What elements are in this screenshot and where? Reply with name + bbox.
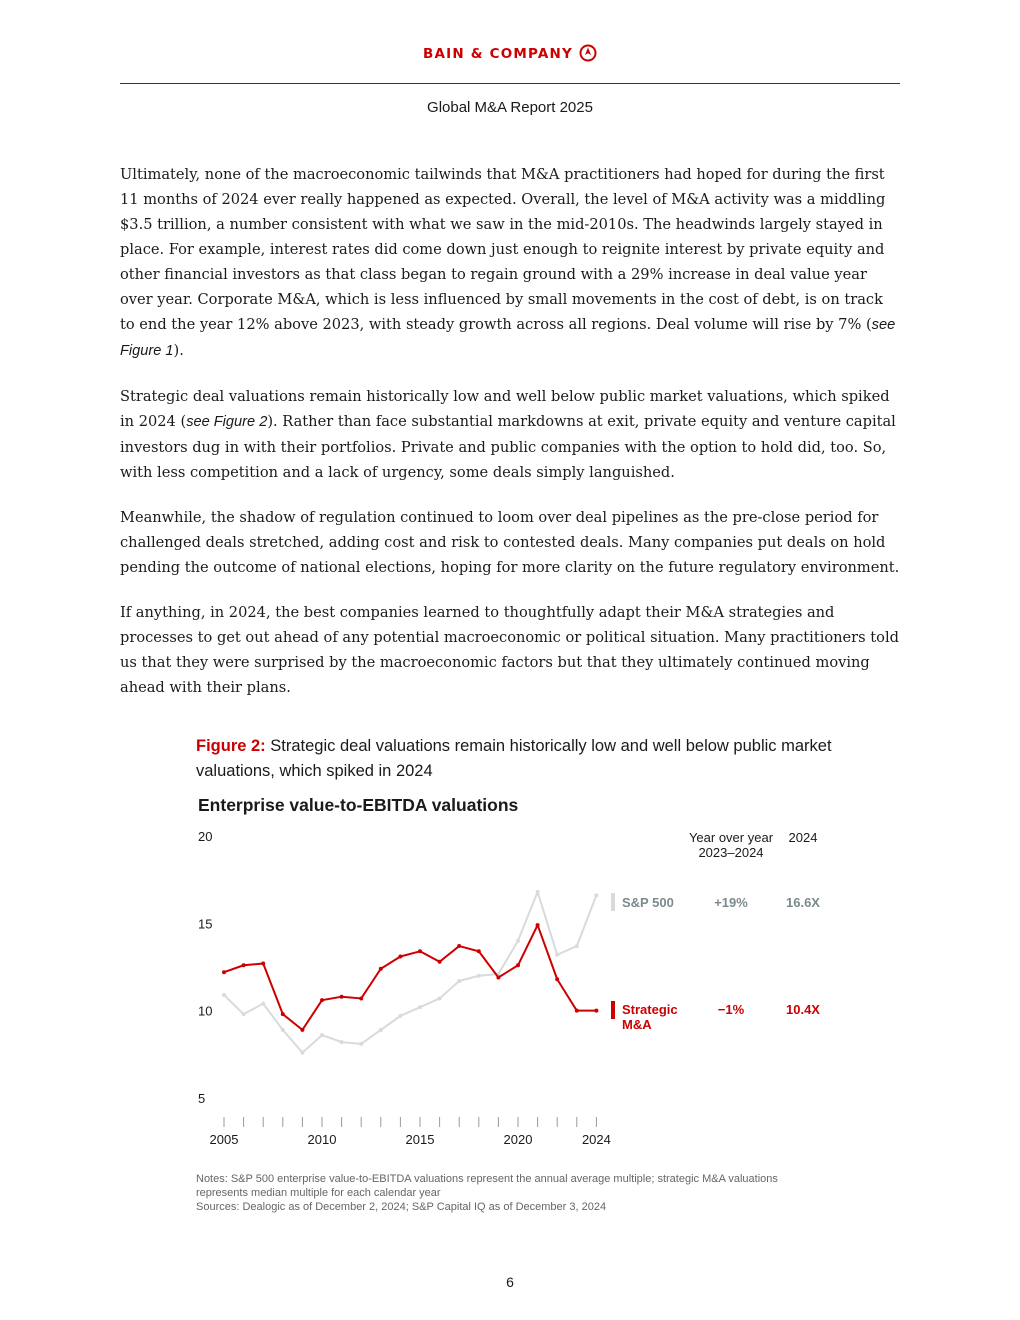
x-tick-label: 2010 (307, 1132, 337, 1147)
y-tick-label: 20 (198, 829, 213, 844)
figure-label: Figure 2: (196, 737, 266, 755)
data-point (555, 977, 559, 981)
data-point (222, 970, 226, 974)
data-point (320, 998, 324, 1002)
y-tick-label: 5 (198, 1091, 206, 1106)
report-title: Global M&A Report 2025 (427, 99, 593, 116)
data-point (379, 1028, 383, 1032)
data-point (516, 939, 520, 943)
data-point (477, 974, 481, 978)
yoy-table (611, 830, 820, 1032)
sp500-yoy: +19% (714, 895, 748, 910)
figure-caption-text: Strategic deal valuations remain historically low and well below public market valuations, which spiked in 2024 (196, 737, 832, 780)
x-tick-label: 2024 (581, 1132, 611, 1147)
x-tick-label: 2005 (209, 1132, 239, 1147)
data-point (242, 1012, 246, 1016)
data-point (457, 944, 461, 948)
paragraph-2-rest: ). Rather than face substantial markdowns at exit, private equity and venture capital investors dug in with their portfolios. Private and public companies with the option to hold did, too. So, with less competition and a lack of urgency, some deals simply languished. (120, 413, 896, 481)
data-point (398, 955, 402, 959)
data-point (340, 995, 344, 999)
y-tick-label: 10 (198, 1003, 213, 1019)
data-point (261, 1002, 265, 1006)
data-point (281, 1012, 285, 1016)
yoy-header-line1: Year over year (688, 830, 774, 845)
data-point (242, 963, 246, 967)
strategic-legend-label-line2: M&A (622, 1017, 652, 1032)
data-point (594, 893, 598, 897)
year-header: 2024 (788, 830, 818, 845)
brand-name: BAIN & COMPANY (422, 46, 574, 62)
data-point (496, 975, 500, 979)
series-line (224, 925, 596, 1030)
figure-2-reference: see Figure 2 (186, 414, 268, 430)
data-point (261, 962, 265, 966)
figure-notes (196, 1172, 816, 1214)
y-axis (198, 829, 212, 1106)
paragraph-1-end: ). (173, 342, 184, 359)
strategic-legend-swatch (611, 1001, 615, 1019)
chart-title: Enterprise value-to-EBITDA valuations (198, 795, 519, 815)
data-point (438, 996, 442, 1000)
notes-text: Notes: S&P 500 enterprise value-to-EBITDA valuations represent the annual average multiple; strategic M&A valuations represents median multiple for each calendar year (196, 1173, 778, 1199)
data-point (300, 1051, 304, 1055)
data-point (418, 949, 422, 953)
data-point (477, 949, 481, 953)
paragraph-3: Meanwhile, the shadow of regulation continued to loom over deal pipelines as the pre-close period for challenged deals stretched, adding cost and risk to contested deals. Many companies put deals on hold pending the outcome of national elections, hoping for more clarity on the future regulatory environment. (120, 509, 900, 576)
data-point (594, 1009, 598, 1013)
data-point (398, 1014, 402, 1018)
data-point (222, 993, 226, 997)
yoy-header-line2: 2023–2024 (698, 845, 764, 860)
sp500-legend-label: S&P 500 (622, 895, 674, 910)
data-point (516, 963, 520, 967)
data-point (281, 1028, 285, 1032)
x-tick-label: 2015 (405, 1132, 435, 1147)
strategic-legend-label-line1: Strategic (622, 1002, 678, 1017)
data-point (575, 1009, 579, 1013)
sp500-2024-value: 16.6X (786, 895, 820, 910)
data-point (536, 890, 540, 894)
page-number: 6 (506, 1274, 514, 1290)
figure-1-reference: see Figure 1 (120, 317, 896, 359)
data-point (359, 1042, 363, 1046)
data-point (340, 1040, 344, 1044)
paragraph-4: If anything, in 2024, the best companies learned to thoughtfully adapt their M&A strategies and processes to get out ahead of any potential macroeconomic or political situation. Many practitioners told us that they were surprised by the macroeconomic factors but that they ultimately continued moving ahead with their plans. (120, 604, 899, 696)
data-point (359, 996, 363, 1000)
paragraph-1-text: Ultimately, none of the macroeconomic tailwinds that M&A practitioners had hoped for during the first 11 months of 2024 ever really happened as expected. Overall, the level of M&A activity was a middling $3.5 trillion, a number consistent with what we saw in the mid-2010s. The headwinds largely stayed in place. For example, interest rates did come down just enough to reignite interest by private equity and other financial investors as that class began to regain ground with a 29% increase in deal value year over year. Corporate M&A, which is less influenced by small movements in the cost of debt, is on track to end the year 12% above 2023, with steady growth across all regions. Deal volume will rise by 7% ( (120, 166, 886, 333)
x-tick-label: 2020 (503, 1132, 533, 1147)
data-point (457, 979, 461, 983)
data-point (320, 1033, 324, 1037)
series-strategic-ma (222, 923, 598, 1032)
paragraph-2-start: Strategic deal valuations remain historically low and well below public market valuations, which spiked in 2024 ( (120, 388, 890, 430)
strategic-2024-value: 10.4X (786, 1002, 820, 1017)
data-point (536, 923, 540, 927)
data-point (555, 953, 559, 957)
data-point (379, 967, 383, 971)
strategic-yoy: −1% (717, 1002, 745, 1017)
sources-text: Sources: Dealogic as of December 2, 2024; S&P Capital IQ as of December 3, 2024 (196, 1201, 607, 1213)
series-line (224, 892, 596, 1053)
data-point (575, 944, 579, 948)
sp500-legend-swatch (611, 893, 615, 911)
data-point (438, 960, 442, 964)
y-tick-label: 15 (198, 916, 213, 932)
x-axis (210, 1117, 611, 1147)
data-point (300, 1028, 304, 1032)
data-point (418, 1005, 422, 1009)
series-sp500 (222, 890, 598, 1055)
